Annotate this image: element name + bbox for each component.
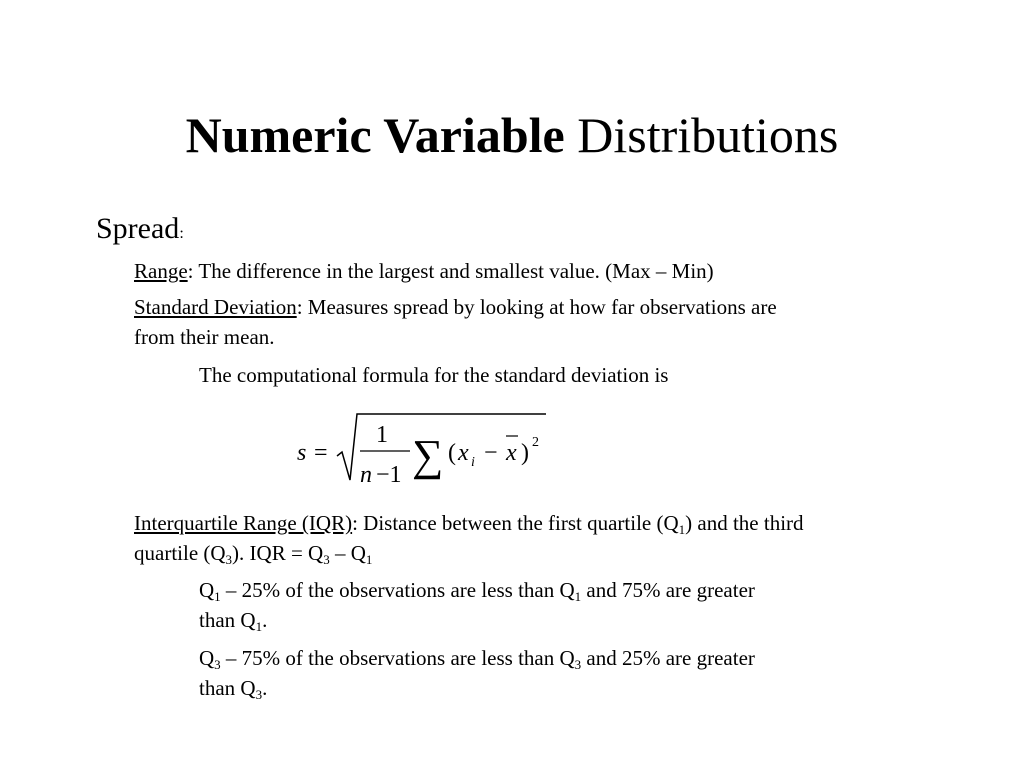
q1-definition-line2 xyxy=(199,605,267,635)
iqr-line2-text-b: ). IQR = Q xyxy=(232,541,324,565)
iqr-sub-q1: 1 xyxy=(678,522,686,537)
q1-definition-line1 xyxy=(199,575,755,605)
iqr-term: Interquartile Range (IQR) xyxy=(134,511,353,535)
q1-text-d: than Q xyxy=(199,608,256,632)
range-definition xyxy=(134,256,714,286)
q1-text-b: – 25% of the observations are less than Q xyxy=(220,578,575,602)
q3-text-b-sub: 3 xyxy=(574,657,582,672)
q1-text-d-sub: 1 xyxy=(255,619,263,634)
formula-s: s xyxy=(297,440,307,466)
formula-denominator-n: n xyxy=(360,462,372,488)
spread-heading-colon: : xyxy=(179,225,184,242)
q3-text-b: – 75% of the observations are less than Q xyxy=(220,646,575,670)
std-dev-text-line1: : Measures spread by looking at how far observations are xyxy=(296,295,777,319)
slide-title-bold: Numeric Variable xyxy=(185,107,565,163)
formula-x: x xyxy=(458,440,469,466)
q3-text-d-sub: 3 xyxy=(255,687,263,702)
formula-open-paren: ( xyxy=(448,440,456,466)
q3-definition-line1 xyxy=(199,643,755,673)
formula-intro: The computational formula for the standard deviation is xyxy=(199,363,669,387)
std-dev-formula xyxy=(290,404,560,494)
formula-denominator-minus-one: −1 xyxy=(376,462,402,488)
slide-title-regular: Distributions xyxy=(577,107,839,163)
formula-numerator: 1 xyxy=(376,422,388,448)
iqr-line2-text-a: quartile (Q xyxy=(134,541,226,565)
formula-xbar: x xyxy=(506,440,517,466)
spread-heading xyxy=(96,211,184,252)
slide-title xyxy=(0,100,1024,170)
q3-label: Q xyxy=(199,646,215,670)
q1-label: Q xyxy=(199,578,215,602)
iqr-line2-sub-q1: 1 xyxy=(365,552,373,567)
iqr-line2-text-c: – Q xyxy=(329,541,366,565)
spread-heading-text: Spread xyxy=(96,212,180,245)
q1-label-sub: 1 xyxy=(214,589,221,604)
iqr-text-a: : Distance between the first quartile (Q xyxy=(352,511,679,535)
range-text: : The difference in the largest and smallest value. (Max – Min) xyxy=(187,259,714,283)
std-dev-term: Standard Deviation xyxy=(134,295,297,319)
formula-sigma: ∑ xyxy=(412,431,444,480)
formula-minus: − xyxy=(484,440,498,466)
q3-text-e: . xyxy=(262,676,268,700)
formula-close-paren: ) xyxy=(521,440,529,466)
q1-text-c: and 75% are greater xyxy=(581,578,755,602)
iqr-text-b: ) and the third xyxy=(685,511,804,535)
q1-text-b-sub: 1 xyxy=(574,589,582,604)
formula-equals: = xyxy=(314,440,328,466)
q3-text-d: than Q xyxy=(199,676,256,700)
q3-definition-line2 xyxy=(199,673,267,703)
formula-exponent: 2 xyxy=(532,435,539,450)
std-dev-definition-line1 xyxy=(134,292,777,322)
std-dev-definition-line2: from their mean. xyxy=(134,325,275,349)
formula-sub-i: i xyxy=(471,455,475,470)
q3-text-c: and 25% are greater xyxy=(581,646,755,670)
iqr-definition-line2 xyxy=(134,538,372,568)
iqr-line2-sub-q3: 3 xyxy=(225,552,233,567)
iqr-definition-line1 xyxy=(134,508,804,538)
q1-text-e: . xyxy=(262,608,268,632)
q3-label-sub: 3 xyxy=(214,657,221,672)
range-term: Range xyxy=(134,259,188,283)
iqr-line2-sub-q3-b: 3 xyxy=(323,552,330,567)
